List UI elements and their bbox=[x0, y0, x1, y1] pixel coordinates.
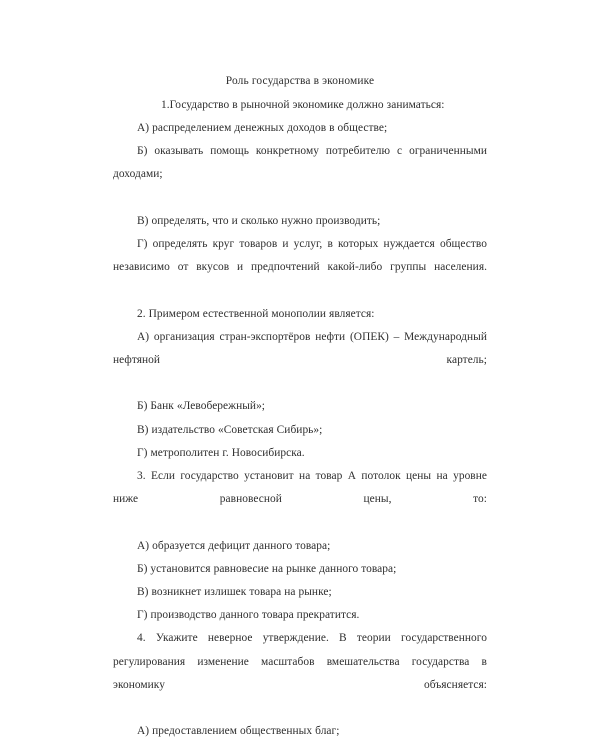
question-1-text: Государство в рыночной экономике должно заниматься: bbox=[169, 98, 445, 111]
question-1-option-v: В) определять, что и сколько нужно производить; bbox=[137, 214, 381, 227]
question-2: 2. Примером естественной монополии является: bbox=[137, 307, 375, 320]
question-3-option-v: В) возникнет излишек товара на рынке; bbox=[137, 585, 332, 598]
question-4: 4. Укажите неверное утверждение. В теории государственного регулирования изменение масштабов вмешательства государства в экономику объясняется: bbox=[113, 632, 487, 691]
question-3: 3. Если государство установит на товар А потолок цены на уровне ниже равновесной цены, то: bbox=[113, 469, 487, 506]
question-1-number: 1. bbox=[161, 98, 170, 111]
question-4-option-a: А) предоставлением общественных благ; bbox=[137, 725, 340, 738]
question-1-option-g: Г) определять круг товаров и услуг, в которых нуждается общество независимо от вкусов и предпочтений какой-либо группы населения. bbox=[113, 237, 487, 274]
question-1-option-b: Б) оказывать помощь конкретному потребителю с ограниченными доходами; bbox=[113, 145, 487, 181]
question-2-option-g: Г) метрополитен г. Новосибирска. bbox=[137, 446, 305, 459]
question-2-option-v: В) издательство «Советская Сибирь»; bbox=[137, 423, 323, 436]
question-3-option-b: Б) установится равновесие на рынке данного товара; bbox=[137, 562, 397, 575]
question-3-option-g: Г) производство данного товара прекратится. bbox=[137, 609, 360, 622]
question-2-option-b: Б) Банк «Левобережный»; bbox=[137, 400, 266, 413]
question-3-option-a: А) образуется дефицит данного товара; bbox=[137, 539, 331, 552]
document-title: Роль государства в экономике bbox=[225, 75, 375, 87]
question-1-option-a: А) распределением денежных доходов в обществе; bbox=[137, 121, 388, 134]
question-1 bbox=[113, 94, 487, 117]
question-2-option-a: А) организация стран-экспортёров нефти (ОПЕК) – Международный нефтяной картель; bbox=[113, 330, 487, 366]
document-text-body bbox=[113, 70, 487, 743]
